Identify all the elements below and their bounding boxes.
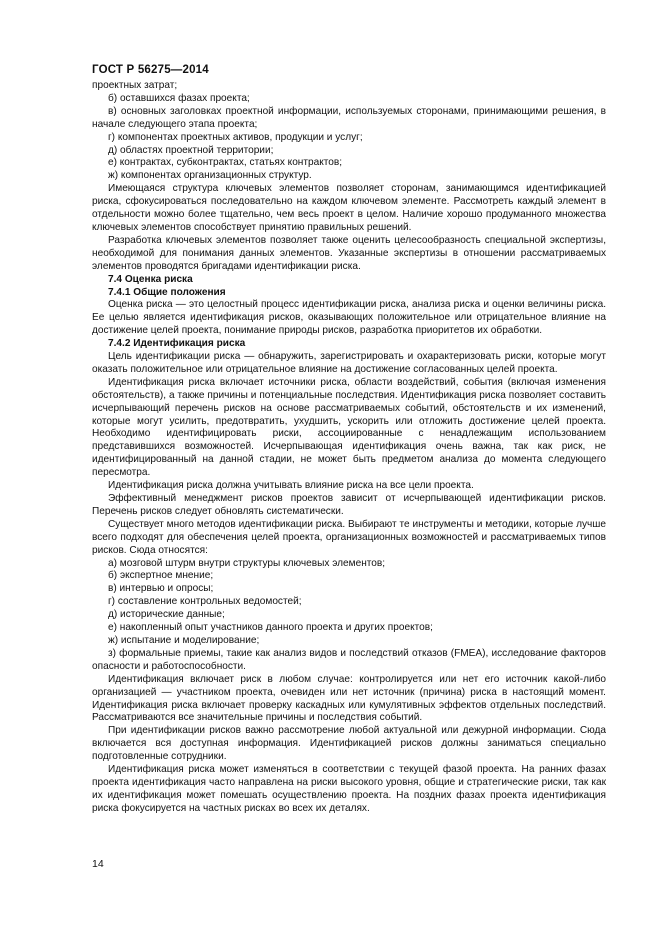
paragraph: Имеющаяся структура ключевых элементов позволяет сторонам, занимающимся идентификацией риска, сфокусироваться последовательно на каждом ключевом элементе. Рассмотреть каждый элемент в отдельности можно более тщательно, чем весь проект в целом. Наличие хорошо продуманного множества ключевых элементов способствует принятию правильных решений. — [92, 183, 606, 233]
paragraph: в) интервью и опросы; — [108, 583, 214, 595]
paragraph: б) экспертное мнение; — [108, 570, 214, 582]
paragraph: Цель идентификации риска — обнаружить, зарегистрировать и охарактеризовать риски, которые могут оказать положительное или отрицательное влияние на достижение согласованных целей проекта. — [92, 351, 606, 375]
section-heading: 7.4.2 Идентификация риска — [108, 338, 246, 350]
paragraph: ж) компонентах организационных структур. — [108, 170, 312, 182]
paragraph: Идентификация риска может изменяться в соответствии с текущей фазой проекта. На ранних фазах проекта идентификация часто направлена на риски высокого уровня, общие и стратегические риски, так как их идентификация может помешать осуществлению проекта. На поздних фазах проекта идентификация риска фокусируется на частных рисках во всех их деталях. — [92, 764, 606, 814]
paragraph: б) оставшихся фазах проекта; — [108, 92, 250, 104]
paragraph: д) исторические данные; — [108, 609, 225, 621]
paragraph: Существует много методов идентификации риска. Выбирают те инструменты и методики, которые лучше всего подходят для обеспечения целей проекта, организационных возможностей и рассматриваемых типов рисков. Сюда относятся: — [92, 518, 606, 556]
page-number: 14 — [92, 858, 104, 870]
section-heading: 7.4.1 Общие положения — [108, 286, 226, 298]
paragraph: При идентификации рисков важно рассмотрение любой актуальной или дежурной информации. Сюда включается вся доступная информация. Идентификацией рисков должны заниматься специально подготовленные сотрудники. — [92, 725, 606, 763]
paragraph: Идентификация включает риск в любом случае: контролируется или нет его источник какой-либо организацией — участником проекта, очевиден или нет источник (причина) риска в настоящий момент. Идентификация риска включает проверку каскадных или кумулятивных эффектов отдельных последствий. Рассматриваются все значительные причины и последствия событий. — [92, 673, 606, 724]
paragraph: д) областях проектной территории; — [108, 144, 274, 156]
paragraph: Разработка ключевых элементов позволяет также оценить целесообразность специальной экспертизы, необходимой для понимания данных элементов. Указанные экспертизы в отношении рассматриваемых элементов проводятся бригадами идентификации риска. — [92, 234, 606, 272]
paragraph: Идентификация риска включает источники риска, области воздействий, события (включая изменения обстоятельств), а также причины и потенциальные последствия. Идентификация риска позволяет составить исчерпывающий перечень рисков на основе рассматриваемых событий, обстоятельств и их изменений, которые могут усилить, предотвратить, ухудшить, ускорить или отложить достижение целей проекта. Необходимо идентифицировать риски, ассоциированные с ненадлежащим использованием представившихся возможностей. Исчерпывающая идентификация очень важна, так как риск, не идентифицированный на данной стадии, не может быть предметом анализа до момента следующего пересмотра. — [92, 376, 606, 479]
paragraph: Идентификация риска должна учитывать влияние риска на все цели проекта. — [108, 480, 474, 492]
paragraph: е) накопленный опыт участников данного проекта и других проектов; — [108, 622, 433, 634]
paragraph: а) мозговой штурм внутри структуры ключевых элементов; — [108, 557, 386, 569]
paragraph: Эффективный менеджмент рисков проектов зависит от исчерпывающей идентификации рисков. Перечень рисков следует обновлять систематически. — [92, 493, 606, 517]
document-body — [92, 80, 606, 816]
section-heading: 7.4 Оценка риска — [108, 273, 193, 285]
paragraph: г) компонентах проектных активов, продукции и услуг; — [108, 131, 363, 143]
document-header: ГОСТ Р 56275—2014 — [92, 64, 209, 76]
paragraph: ж) испытание и моделирование; — [108, 634, 260, 646]
paragraph: Оценка риска — это целостный процесс идентификации риска, анализа риска и оценки величины риска. Ее целью является идентификация рисков, оказывающих положительное или отрицательное влияние на достижение целей проекта, понимание природы рисков, разработка приоритетов их обработки. — [92, 299, 606, 337]
paragraph: е) контрактах, субконтрактах, статьях контрактов; — [108, 157, 343, 169]
paragraph: г) составление контрольных ведомостей; — [108, 596, 302, 608]
paragraph: з) формальные приемы, такие как анализ видов и последствий отказов (FMEA), исследование факторов опасности и работоспособности. — [92, 647, 606, 672]
paragraph: проектных затрат; — [92, 80, 178, 91]
paragraph: в) основных заголовках проектной информации, используемых сторонами, принимающими решения, в начале следующего этапа проекта; — [92, 105, 606, 130]
